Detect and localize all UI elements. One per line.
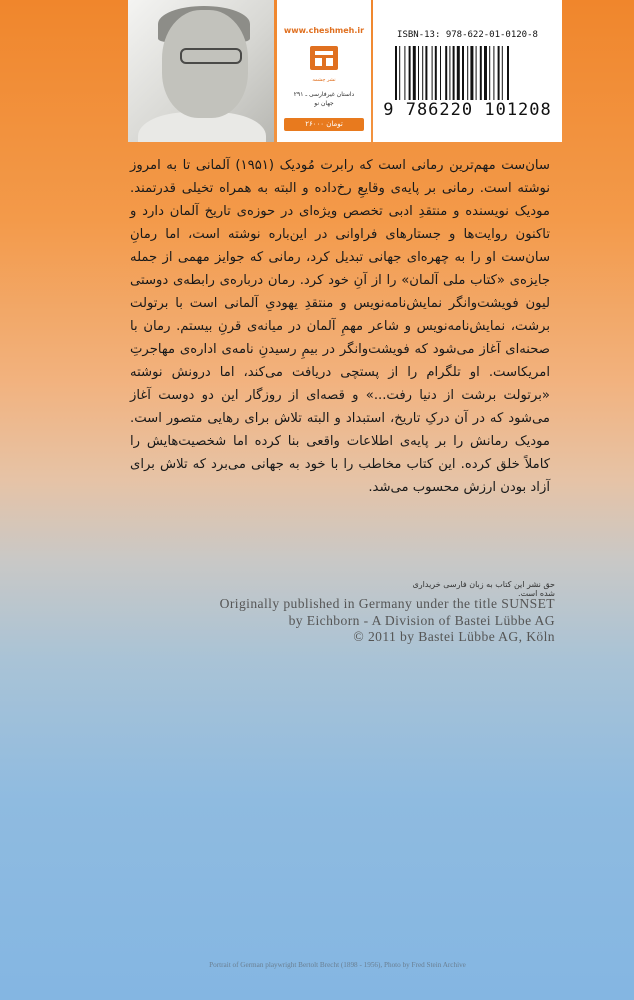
barcode-number: 9 786220 101208 (383, 100, 552, 120)
publisher-name: نشر چشمه (312, 77, 336, 83)
series-info (277, 90, 371, 108)
photo-glasses (180, 48, 242, 64)
copyright-block (150, 596, 555, 646)
publisher-website: www.cheshmeh.ir (283, 26, 365, 35)
copyright-line-2: by Eichborn - A Division of Bastei Lübbe AG (288, 612, 555, 628)
series-line-2: جهان نو (314, 100, 334, 107)
price-label: ۲۶۰۰۰ تومان (284, 118, 364, 131)
book-description: سان‌ست مهم‌ترین رمانی است که رابرت مُودیک (۱۹۵۱) آلمانی تا به امروز نوشته است. رمانی بر پایه‌ی وقایعِ رخ‌داده و البته به همراه تخیلی قدرتمند. مودیک نویسنده و منتقدِ ادبی تخصص ویژه‌ای در حوزه‌ی تاریخ آلمان دارد و تاکنون روایت‌ها و جستارهای فراوانی در این‌باره نوشته است، اما رمانِ سان‌ست او را به چهره‌ای جهانی تبدیل کرد، رمانی که جوایز مهمی از جمله جایزه‌ی «کتاب ملی آلمان» را از آنِ خود کرد. رمان درباره‌ی رابطه‌ی دوستی لیون فویشت‌وانگر نمایش‌نامه‌نویس و منتقدِ یهودیِ آلمانی است با برتولت برشت، نمایش‌نامه‌نویس و شاعر مهمِ آلمان در میانه‌ی قرنِ بیستم. رمان با صحنه‌ای آغاز می‌شود که فویشت‌وانگر در بیمِ رسیدنِ نامه‌ی اداره‌ی مهاجرتِ امریکاست. او تلگرام را از پستچی دریافت می‌کند، اما درونش نوشته «برتولت برشت از دنیا رفت...» و قصه‌ای از روزگار این دو دوست آغاز می‌شود که در آن درکِ تاریخ، استبداد و البته تلاش برای رهایی متصور است. مودیک رمانش را بر پایه‌ی اطلاعات واقعی بنا کرده اما شخصیت‌هایش را کاملاً خلق کرده. این کتاب مخاطب را با خود به جهانی می‌برد که تلاش برای آزاد بودن ارزش محسوب می‌شد. (130, 158, 550, 495)
barcode-box (373, 0, 562, 142)
author-photo (128, 0, 274, 142)
copyright-line-1: Originally published in Germany under the title SUNSET (219, 596, 555, 611)
isbn-text: ISBN-13: 978-622-01-0120-8 (397, 30, 538, 40)
barcode-icon (395, 46, 540, 100)
photo-face (162, 10, 248, 118)
rights-note: حق نشر این کتاب به زبان فارسی خریداری شده است. (412, 580, 555, 598)
series-line-1: داستان غیرفارسی ـ ۲۹۱ (293, 91, 355, 98)
photo-credit: Portrait of German playwright Bertolt Brecht (1898 - 1956), Photo by Fred Stein Archive (209, 961, 466, 969)
publisher-box (277, 0, 371, 142)
copyright-line-3: © 2011 by Bastei Lübbe AG, Köln (353, 629, 555, 644)
publisher-logo-icon (308, 42, 340, 74)
